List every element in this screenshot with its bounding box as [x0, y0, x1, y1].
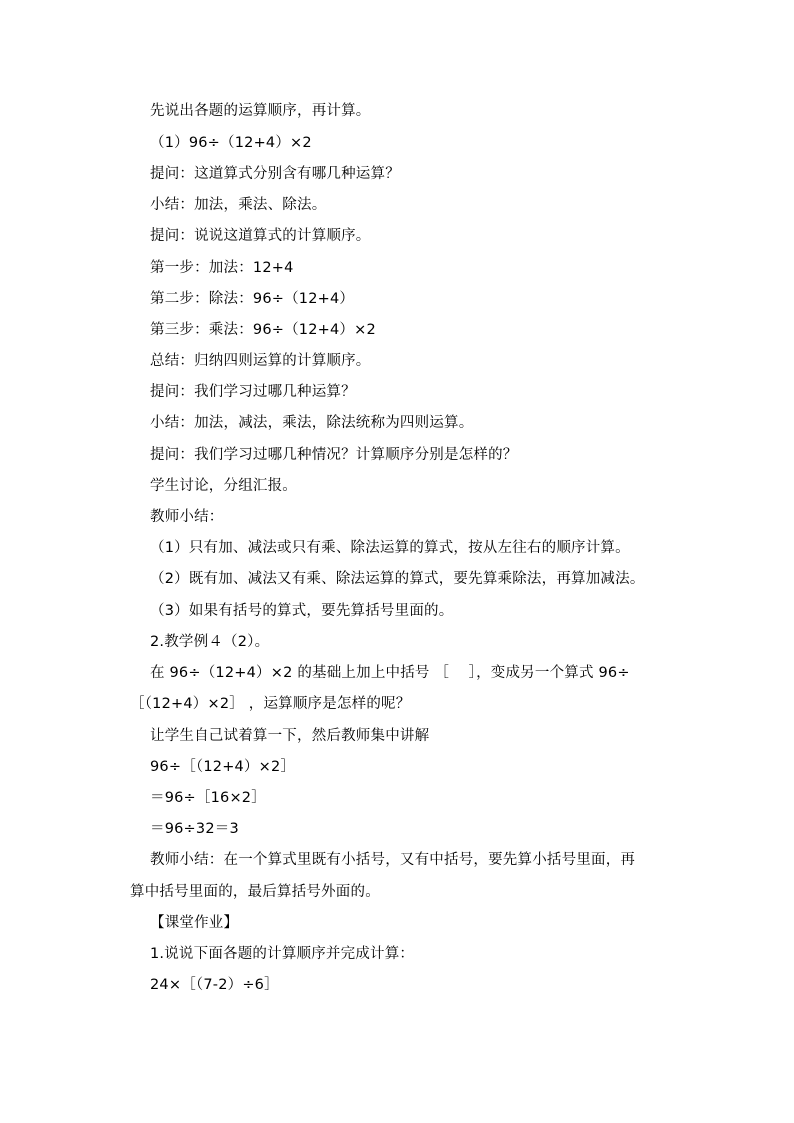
- section-heading: 【课堂作业】: [150, 915, 239, 931]
- paragraph-line: 教师小结：在一个算式里既有小括号，又有中括号，要先算小括号里面，再: [150, 852, 636, 868]
- paragraph-line: 在 96÷（12+4）×2 的基础上加上中括号 ［ ］，变成另一个算式 96÷: [150, 665, 630, 681]
- question-line: 提问：我们学习过哪几种情况？计算顺序分别是怎样的？: [150, 447, 518, 463]
- paragraph-line: ［（12+4）×2］ ，运算顺序是怎样的呢？: [130, 696, 411, 712]
- question-line: 提问：这道算式分别含有哪几种运算？: [150, 166, 400, 182]
- step-two-line: 第二步：除法：96÷（12+4）: [150, 291, 355, 307]
- teacher-summary-heading: 教师小结：: [150, 509, 224, 525]
- instruction-line: 先说出各题的运算顺序，再计算。: [150, 103, 371, 119]
- question-line: 提问：我们学习过哪几种运算？: [150, 384, 356, 400]
- step-one-line: 第一步：加法：12+4: [150, 260, 294, 276]
- exercise-instruction: 1.说说下面各题的计算顺序并完成计算：: [150, 946, 415, 962]
- summary-line: 小结：加法，乘法、除法。: [150, 197, 327, 213]
- calculation-step: ＝96÷［16×2］: [150, 790, 266, 806]
- question-line: 提问：说说这道算式的计算顺序。: [150, 228, 371, 244]
- rule-item: （3）如果有括号的算式，要先算括号里面的。: [150, 603, 454, 619]
- example-expression: （1）96÷（12+4）×2: [150, 135, 312, 151]
- calculation-step: 96÷［（12+4）×2］: [150, 759, 296, 775]
- discussion-line: 学生讨论，分组汇报。: [150, 478, 297, 494]
- summary-line: 小结：加法，减法，乘法，除法统称为四则运算。: [150, 415, 474, 431]
- calculation-step: ＝96÷32＝3: [150, 821, 239, 837]
- example-heading: 2.教学例４（2）。: [150, 634, 270, 650]
- rule-item: （2）既有加、减法又有乘、除法运算的算式，要先算乘除法，再算加减法。: [150, 571, 645, 587]
- paragraph-line: 算中括号里面的，最后算括号外面的。: [130, 884, 380, 900]
- exercise-expression: 24×［（7-2）÷6］: [150, 977, 279, 993]
- step-three-line: 第三步：乘法：96÷（12+4）×2: [150, 322, 376, 338]
- paragraph-line: 让学生自己试着算一下，然后教师集中讲解: [150, 728, 430, 744]
- rule-item: （1）只有加、减法或只有乘、除法运算的算式，按从左往右的顺序计算。: [150, 540, 630, 556]
- conclusion-line: 总结：归纳四则运算的计算顺序。: [150, 353, 371, 369]
